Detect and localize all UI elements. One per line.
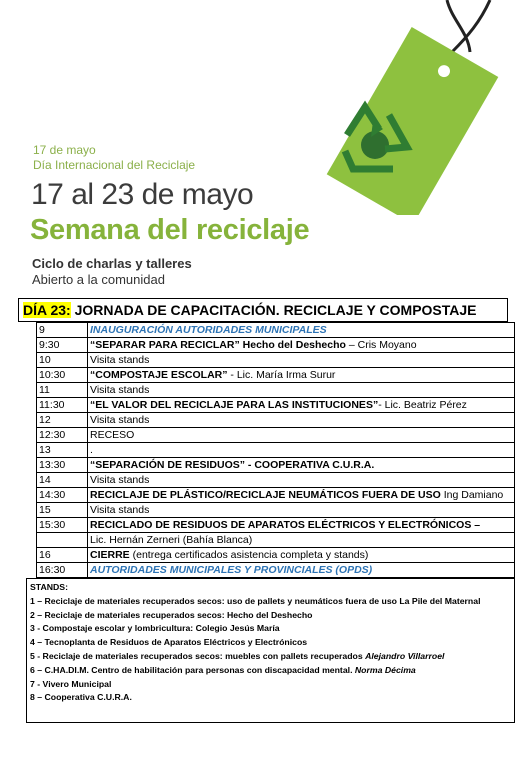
table-row [37, 533, 515, 548]
time-cell: 13 [37, 443, 88, 458]
table-row [37, 458, 515, 473]
table-row [37, 383, 515, 398]
activity-detail: Visita stands [90, 384, 150, 396]
activity-cell [88, 533, 515, 548]
table-row [37, 368, 515, 383]
time-cell: 12 [37, 413, 88, 428]
stand-owner: Norma Décima [354, 664, 416, 675]
table-row [37, 338, 515, 353]
activity-cell [88, 563, 515, 578]
time-cell: 14 [37, 473, 88, 488]
activity-main: “SEPARAR PARA RECICLAR” Hecho del Deshecho [90, 339, 346, 351]
program [18, 298, 515, 723]
activity-detail: - Lic. María Irma Surur [227, 369, 336, 381]
activity-detail: Visita stands [90, 354, 150, 366]
schedule-table [36, 322, 515, 578]
time-cell: 14:30 [37, 488, 88, 503]
subtitle-open: Abierto a la comunidad [32, 272, 165, 287]
activity-detail: Ing Damiano [440, 489, 504, 501]
page-title: Semana del reciclaje [30, 214, 310, 246]
date-caption [33, 143, 195, 173]
time-cell: 12:30 [37, 428, 88, 443]
activity-cell [88, 398, 515, 413]
stands-box [26, 578, 515, 723]
activity-cell [88, 548, 515, 563]
list-item [30, 609, 511, 623]
day-heading [18, 298, 508, 322]
time-cell: 10 [37, 353, 88, 368]
activity-detail: - Lic. Beatriz Pérez [378, 399, 467, 411]
list-item [30, 664, 511, 678]
stand-text: 1 – Reciclaje de materiales recuperados secos: uso de pallets y neumáticos fuera de uso La Pile del Maternal [30, 595, 481, 606]
activity-cell [88, 428, 515, 443]
table-row [37, 398, 515, 413]
day-label: DÍA 23: [23, 302, 71, 318]
day-name: Día Internacional del Reciclaje [33, 158, 196, 172]
table-row [37, 503, 515, 518]
activity-main: “SEPARACIÓN DE RESIDUOS” - COOPERATIVA C.U.R.A. [90, 459, 375, 471]
activity-cell [88, 503, 515, 518]
activity-main: RECICLAJE DE PLÁSTICO/RECICLAJE NEUMÁTICOS FUERA DE USO [90, 489, 441, 501]
table-row [37, 548, 515, 563]
activity-detail: RECESO [90, 429, 135, 441]
activity-main: RECICLADO DE RESIDUOS DE APARATOS ELÉCTRICOS Y ELECTRÓNICOS – [90, 519, 481, 531]
activity-cell [88, 383, 515, 398]
activity-cell [88, 518, 515, 533]
time-cell [37, 533, 88, 548]
table-row [37, 428, 515, 443]
stand-text: 2 – Reciclaje de materiales recuperados secos: Hecho del Deshecho [30, 609, 313, 620]
activity-main: CIERRE [90, 549, 130, 561]
list-item [30, 636, 511, 650]
stand-text: 5 - Reciclaje de materiales recuperados secos: muebles con pallets recuperados [30, 650, 366, 661]
activity-cell [88, 488, 515, 503]
date-small: 17 de mayo [33, 143, 96, 157]
activity-detail: Visita stands [90, 504, 150, 516]
activity-detail: – Cris Moyano [345, 339, 417, 351]
activity-cell [88, 473, 515, 488]
stand-text: 8 – Cooperativa C.U.R.A. [30, 692, 132, 703]
activity-detail: Lic. Hernán Zerneri (Bahía Blanca) [90, 534, 253, 546]
time-cell: 13:30 [37, 458, 88, 473]
list-item [30, 622, 511, 636]
header [0, 0, 519, 298]
stand-text: 4 – Tecnoplanta de Residuos de Aparatos Eléctricos y Electrónicos [30, 637, 308, 648]
activity-detail: Visita stands [90, 474, 150, 486]
stands-heading: STANDS: [30, 582, 68, 592]
activity-cell [88, 353, 515, 368]
stand-text: 6 – C.HA.DI.M. Centro de habilitación para personas con discapacidad mental. [30, 664, 355, 675]
table-row [37, 473, 515, 488]
time-cell: 16:30 [37, 563, 88, 578]
time-cell: 9 [37, 323, 88, 338]
table-row [37, 563, 515, 578]
table-row [37, 443, 515, 458]
list-item [30, 650, 511, 664]
table-row [37, 413, 515, 428]
time-cell: 9:30 [37, 338, 88, 353]
list-item [30, 691, 511, 705]
activity-cell [88, 338, 515, 353]
activity-detail: (entrega certificados asistencia completa y stands) [129, 549, 369, 561]
activity-cell [88, 368, 515, 383]
list-item [30, 678, 511, 692]
activity-main: INAUGURACIÓN AUTORIDADES MUNICIPALES [90, 324, 327, 336]
stand-text: 7 - Vivero Municipal [30, 678, 112, 689]
table-row [37, 518, 515, 533]
activity-cell [88, 443, 515, 458]
table-row [37, 353, 515, 368]
stand-text: 3 - Compostaje escolar y lombricultura: Colegio Jesús María [30, 623, 280, 634]
activity-detail: Visita stands [90, 414, 150, 426]
time-cell: 16 [37, 548, 88, 563]
activity-cell [88, 458, 515, 473]
activity-main: “COMPOSTAJE ESCOLAR” [90, 369, 228, 381]
list-item [30, 595, 511, 609]
activity-main: “EL VALOR DEL RECICLAJE PARA LAS INSTITUCIONES” [90, 399, 379, 411]
date-range: 17 al 23 de mayo [31, 178, 254, 211]
table-row [37, 488, 515, 503]
activity-cell [88, 413, 515, 428]
subtitle: Ciclo de charlas y talleres [32, 256, 192, 271]
table-row [37, 323, 515, 338]
time-cell: 11:30 [37, 398, 88, 413]
time-cell: 15 [37, 503, 88, 518]
time-cell: 10:30 [37, 368, 88, 383]
time-cell: 15:30 [37, 518, 88, 533]
day-title: JORNADA DE CAPACITACIÓN. RECICLAJE Y COMPOSTAJE [70, 302, 477, 318]
time-cell: 11 [37, 383, 88, 398]
activity-main: AUTORIDADES MUNICIPALES Y PROVINCIALES (OPDS) [90, 564, 373, 576]
activity-cell [88, 323, 515, 338]
activity-detail: . [90, 444, 93, 456]
stand-owner: Alejandro Villarroel [365, 650, 445, 661]
